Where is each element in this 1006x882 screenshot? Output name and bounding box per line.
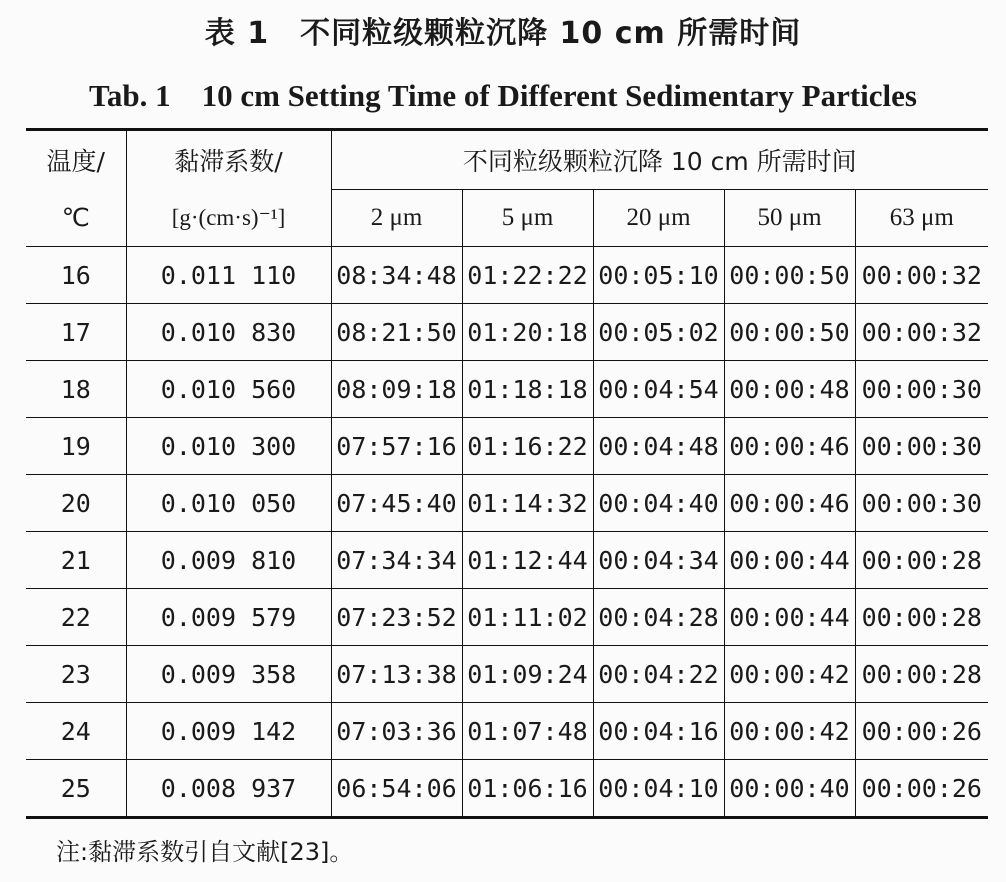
viscosity-cell: 0.010 050 [126,475,331,532]
time-cell-63um: 00:00:26 [855,760,988,818]
size-header-20um: 20 μm [593,190,724,247]
temperature-cell: 23 [26,646,126,703]
table-row [26,703,988,760]
time-cell-20um: 00:05:02 [593,304,724,361]
time-cell-50um: 00:00:46 [724,475,855,532]
size-header-5um: 5 μm [462,190,593,247]
time-cell-5um: 01:12:44 [462,532,593,589]
viscosity-cell: 0.009 579 [126,589,331,646]
temperature-cell: 25 [26,760,126,818]
time-cell-50um: 00:00:50 [724,304,855,361]
time-cell-63um: 00:00:28 [855,646,988,703]
time-cell-50um: 00:00:42 [724,703,855,760]
viscosity-cell: 0.011 110 [126,247,331,304]
table-row [26,646,988,703]
time-cell-20um: 00:04:48 [593,418,724,475]
table-title-chinese: 表 1 不同粒级颗粒沉降 10 cm 所需时间 [204,16,802,51]
viscosity-cell: 0.010 560 [126,361,331,418]
time-cell-5um: 01:14:32 [462,475,593,532]
viscosity-cell: 0.008 937 [126,760,331,818]
table-row [26,304,988,361]
time-cell-63um: 00:00:32 [855,304,988,361]
time-cell-20um: 00:04:22 [593,646,724,703]
time-cell-20um: 00:04:34 [593,532,724,589]
time-cell-2um: 06:54:06 [331,760,462,818]
table-row [26,361,988,418]
time-cell-63um: 00:00:26 [855,703,988,760]
time-cell-50um: 00:00:40 [724,760,855,818]
time-cell-5um: 01:07:48 [462,703,593,760]
temperature-cell: 21 [26,532,126,589]
time-cell-63um: 00:00:28 [855,532,988,589]
temperature-header-unit: ℃ [26,190,126,247]
table-row [26,418,988,475]
data-table-container [26,128,988,819]
viscosity-header-line1: 黏滞系数/ [126,130,331,190]
time-cell-20um: 00:04:54 [593,361,724,418]
time-cell-5um: 01:06:16 [462,760,593,818]
temperature-cell: 18 [26,361,126,418]
viscosity-cell: 0.010 830 [126,304,331,361]
time-cell-5um: 01:22:22 [462,247,593,304]
time-cell-5um: 01:16:22 [462,418,593,475]
time-cell-20um: 00:05:10 [593,247,724,304]
settling-time-table [26,128,988,819]
time-cell-63um: 00:00:30 [855,361,988,418]
time-cell-5um: 01:18:18 [462,361,593,418]
time-cell-2um: 07:23:52 [331,589,462,646]
viscosity-cell: 0.009 142 [126,703,331,760]
time-cell-20um: 00:04:10 [593,760,724,818]
time-cell-2um: 07:57:16 [331,418,462,475]
temperature-cell: 16 [26,247,126,304]
temperature-header-line1: 温度/ [26,130,126,190]
viscosity-cell: 0.009 810 [126,532,331,589]
table-row [26,589,988,646]
time-cell-50um: 00:00:50 [724,247,855,304]
time-cell-2um: 07:45:40 [331,475,462,532]
time-cell-2um: 07:34:34 [331,532,462,589]
temperature-cell: 22 [26,589,126,646]
time-cell-2um: 08:21:50 [331,304,462,361]
time-cell-5um: 01:11:02 [462,589,593,646]
time-cell-20um: 00:04:28 [593,589,724,646]
table-row [26,532,988,589]
viscosity-cell: 0.009 358 [126,646,331,703]
temperature-cell: 17 [26,304,126,361]
size-header-2um: 2 μm [331,190,462,247]
settling-time-group-header: 不同粒级颗粒沉降 10 cm 所需时间 [331,130,988,190]
temperature-cell: 20 [26,475,126,532]
time-cell-20um: 00:04:40 [593,475,724,532]
viscosity-cell: 0.010 300 [126,418,331,475]
viscosity-header-unit: [g·(cm·s)⁻¹] [126,190,331,247]
time-cell-20um: 00:04:16 [593,703,724,760]
table-footnote: 注:黏滞系数引自文献[23]。 [56,838,354,866]
temperature-cell: 24 [26,703,126,760]
size-header-63um: 63 μm [855,190,988,247]
table-title-english: Tab. 1 10 cm Setting Time of Different Sedimentary Particles [89,78,917,113]
time-cell-63um: 00:00:30 [855,475,988,532]
time-cell-50um: 00:00:48 [724,361,855,418]
time-cell-2um: 08:34:48 [331,247,462,304]
time-cell-50um: 00:00:44 [724,589,855,646]
time-cell-2um: 07:03:36 [331,703,462,760]
size-header-50um: 50 μm [724,190,855,247]
time-cell-50um: 00:00:44 [724,532,855,589]
time-cell-63um: 00:00:32 [855,247,988,304]
time-cell-2um: 07:13:38 [331,646,462,703]
table-row [26,760,988,818]
time-cell-63um: 00:00:30 [855,418,988,475]
time-cell-63um: 00:00:28 [855,589,988,646]
time-cell-2um: 08:09:18 [331,361,462,418]
table-row [26,247,988,304]
temperature-cell: 19 [26,418,126,475]
table-row [26,475,988,532]
time-cell-50um: 00:00:46 [724,418,855,475]
time-cell-5um: 01:20:18 [462,304,593,361]
time-cell-5um: 01:09:24 [462,646,593,703]
time-cell-50um: 00:00:42 [724,646,855,703]
